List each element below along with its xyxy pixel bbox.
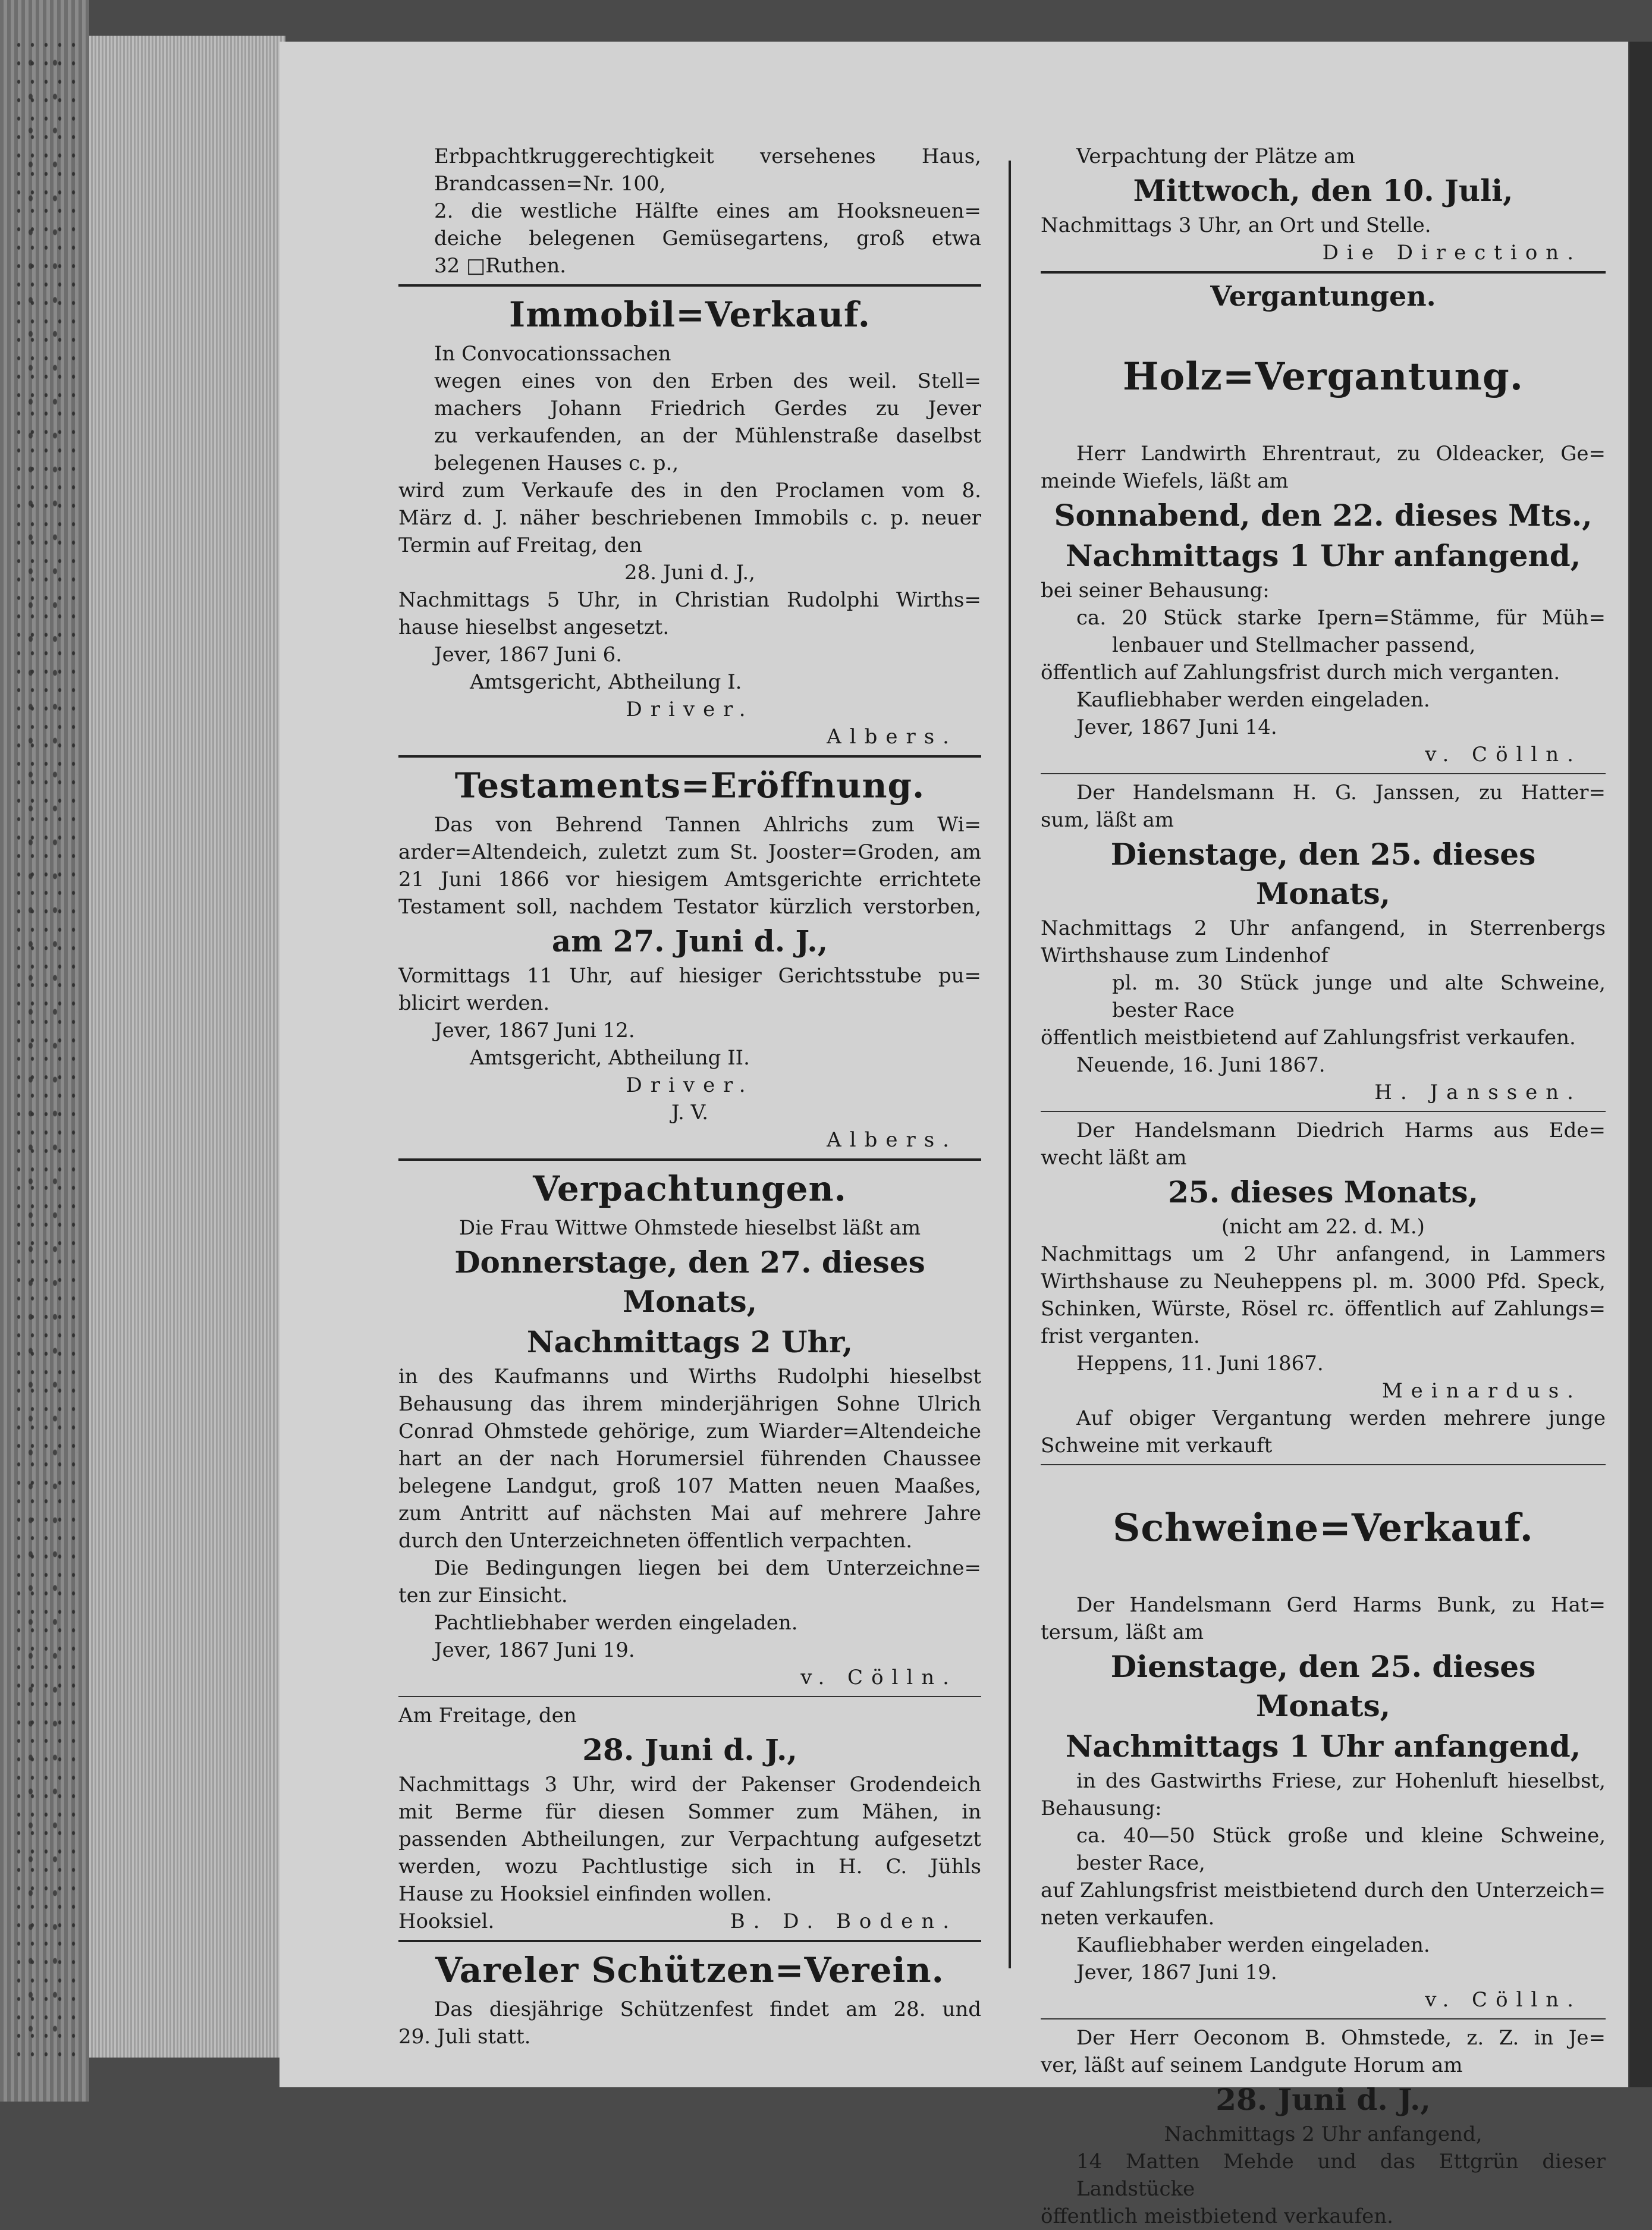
text-line: pl. m. 30 Stück junge und alte Schweine, — [1112, 971, 1606, 995]
text-line: sum, läßt am — [1041, 808, 1174, 832]
text-line: Nachmittags 3 Uhr, wird der Pakenser Grodendeich — [398, 1773, 981, 1796]
signature: v. Cölln. — [1425, 1988, 1582, 2012]
text-line: öffentlich meistbietend auf Zahlungsfrist verkaufen. — [1041, 1026, 1576, 1050]
signature: B. D. Boden. — [730, 1909, 957, 1933]
text-line: Die Frau Wittwe Ohmstede hieselbst läßt am — [458, 1216, 921, 1240]
text-line: zu verkaufenden, an der Mühlenstraße daselbst — [434, 424, 981, 448]
text-line: in des Gastwirths Friese, zur Hohenluft hieselbst, — [1076, 1769, 1606, 1793]
text-line: Behausung: — [1041, 1796, 1162, 1820]
place-date: Jever, 1867 Juni 19. — [1076, 1961, 1277, 1984]
text-line: belegenen Hauses c. p., — [434, 451, 679, 475]
place-date: Neuende, 16. Juni 1867. — [1076, 1053, 1326, 1077]
text-line: passenden Abtheilungen, zur Verpachtung aufgesetzt — [398, 1827, 981, 1851]
text-line: in des Kaufmanns und Wirths Rudolphi hieselbst — [398, 1365, 981, 1389]
notice-title: Schweine=Verkauf. — [1113, 1506, 1534, 1550]
section-rule — [1041, 271, 1606, 274]
section-rule — [398, 755, 981, 758]
text-line: neten verkaufen. — [1041, 1906, 1215, 1930]
page-stack — [89, 36, 285, 2058]
text-line: Behausung das ihrem minderjährigen Sohne Ulrich — [398, 1392, 981, 1416]
text-line: Der Handelsmann H. G. Janssen, zu Hatter= — [1076, 781, 1606, 805]
time-line: Nachmittags 1 Uhr anfangend, — [1065, 538, 1581, 573]
text-line: Der Handelsmann Diedrich Harms aus Ede= — [1076, 1119, 1606, 1142]
signature: Meinardus. — [1381, 1379, 1582, 1403]
section-rule — [398, 284, 981, 287]
date-line: 28. Juni d. J., — [1216, 2082, 1431, 2117]
text-line: Am Freitage, den — [398, 1704, 577, 1728]
janssen-notice — [1041, 779, 1606, 1106]
immobil-notice — [398, 291, 981, 750]
text-line: werden, wozu Pachtlustige sich in H. C. Jühls — [398, 1855, 981, 1879]
text-line: Der Herr Oeconom B. Ohmstede, z. Z. in Je= — [1076, 2026, 1606, 2050]
text-line: (nicht am 22. d. M.) — [1221, 1215, 1425, 1239]
court-name: Amtsgericht, Abtheilung II. — [470, 1046, 750, 1070]
text-line: Landstücke — [1076, 2177, 1195, 2201]
date-line: 28. Juni d. J., — [624, 561, 755, 585]
text-line: 29. Juli statt. — [398, 2025, 531, 2049]
place-date: Jever, 1867 Juni 12. — [434, 1019, 635, 1042]
section-rule — [1041, 1464, 1606, 1465]
section-rule — [398, 1696, 981, 1697]
court-name: Amtsgericht, Abtheilung I. — [470, 670, 742, 694]
date-line: Dienstage, den 25. dieses Monats, — [1110, 1649, 1536, 1723]
text-line: Nachmittags 2 Uhr anfangend, — [1164, 2122, 1483, 2146]
text-line: Die Bedingungen liegen bei dem Unterzeichne= — [434, 1556, 981, 1580]
section-rule — [398, 1158, 981, 1161]
text-line: ca. 20 Stück starke Ipern=Stämme, für Müh= — [1076, 606, 1606, 630]
notice-title: Verpachtungen. — [533, 1169, 847, 1209]
text-line: bester Race, — [1076, 1851, 1205, 1875]
text-line: bester Race — [1112, 998, 1235, 1022]
text-line: Nachmittags 3 Uhr, an Ort und Stelle. — [1041, 213, 1431, 237]
text-line: Das diesjährige Schützenfest findet am 28. und — [434, 1997, 981, 2021]
text-line: durch den Unterzeichneten öffentlich verpachten. — [398, 1529, 913, 1553]
text-line: 32 □Ruthen. — [434, 254, 567, 278]
text-line: Das von Behrend Tannen Ahlrichs zum Wi= — [434, 813, 981, 837]
ohmstede-notice — [1041, 2024, 1606, 2230]
text-line: zum Antritt auf nächsten Mai auf mehrere Jahre — [398, 1502, 981, 1525]
holz-vergantung-notice — [1041, 278, 1606, 768]
plaetze-notice — [1041, 143, 1606, 266]
right-column — [1041, 143, 1606, 2230]
text-line: Verpachtung der Plätze am — [1076, 145, 1355, 168]
text-line: Schweine mit verkauft — [1041, 1434, 1273, 1458]
place-date: Heppens, 11. Juni 1867. — [1076, 1352, 1324, 1375]
text-line: Nachmittags 2 Uhr anfangend, in Sterrenbergs — [1041, 916, 1606, 940]
signature: v. Cölln. — [800, 1666, 957, 1689]
text-line: Brandcassen=Nr. 100, — [434, 172, 666, 196]
text-line: mit Berme für diesen Sommer zum Mähen, in — [398, 1800, 981, 1824]
marbled-edge — [12, 36, 77, 2058]
place-date: Jever, 1867 Juni 14. — [1076, 715, 1277, 739]
text-line: lenbauer und Stellmacher passend, — [1112, 633, 1476, 657]
signature: Driver. — [626, 1073, 754, 1097]
text-line: Hause zu Hooksiel einfinden wollen. — [398, 1882, 772, 1906]
text-line: Nachmittags 5 Uhr, in Christian Rudolphi Wirths= — [398, 588, 981, 612]
text-line: bei seiner Behausung: — [1041, 579, 1270, 602]
text-line: ver, läßt auf seinem Landgute Horum am — [1041, 2053, 1463, 2077]
section-heading: Vergantungen. — [1210, 280, 1436, 312]
text-line: Vormittags 11 Uhr, auf hiesiger Gerichtsstube pu= — [398, 964, 981, 988]
schuetzen-notice — [398, 1947, 981, 2050]
text-line: In Convocationssachen — [434, 342, 671, 366]
text-line: Kaufliebhaber werden eingeladen. — [1076, 688, 1430, 712]
notice-title: Vareler Schützen=Verein. — [435, 1950, 944, 1990]
date-line: 25. dieses Monats, — [1168, 1174, 1478, 1210]
text-line: März d. J. näher beschriebenen Immobils c. p. neuer — [398, 506, 981, 530]
text-line: Conrad Ohmstede gehörige, zum Wiarder=Altendeiche — [398, 1419, 981, 1443]
text-line: 2. die westliche Hälfte eines am Hooksneuen= — [434, 199, 981, 223]
text-line: 21 Juni 1866 vor hiesigem Amtsgerichte errichtete — [398, 868, 981, 891]
text-line: öffentlich auf Zahlungsfrist durch mich verganten. — [1041, 661, 1560, 684]
date-line: am 27. Juni d. J., — [551, 924, 828, 959]
page-shadow — [1629, 42, 1652, 2087]
text-line: Schinken, Würste, Rösel rc. öffentlich auf Zahlungs= — [1041, 1297, 1606, 1321]
testament-notice — [398, 762, 981, 1154]
text-line: machers Johann Friedrich Gerdes zu Jever — [434, 397, 981, 420]
signature: Albers. — [827, 725, 957, 749]
text-line: Testament soll, nachdem Testator kürzlich verstorben, — [398, 895, 981, 919]
text-line: wegen eines von den Erben des weil. Stell= — [434, 369, 981, 393]
left-column — [398, 143, 981, 2050]
text-line: deiche belegenen Gemüsegartens, groß etwa — [434, 227, 981, 250]
date-line: Donnerstage, den 27. dieses Monats, — [454, 1245, 925, 1319]
place-name: Hooksiel. — [398, 1909, 495, 1933]
text-line: wecht läßt am — [1041, 1146, 1187, 1170]
text-line: Erbpachtkruggerechtigkeit versehenes Haus, — [434, 145, 981, 168]
time-line: Nachmittags 2 Uhr, — [526, 1324, 853, 1359]
notice-title: Holz=Vergantung. — [1122, 354, 1524, 399]
place-date: Jever, 1867 Juni 6. — [434, 643, 623, 667]
signature: Albers. — [827, 1128, 957, 1152]
text-line: meinde Wiefels, läßt am — [1041, 469, 1289, 493]
text-line: Auf obiger Vergantung werden mehrere junge — [1076, 1406, 1606, 1430]
text-line: Pachtliebhaber werden eingeladen. — [434, 1611, 798, 1635]
column-divider — [1009, 161, 1011, 1968]
harms-notice — [1041, 1117, 1606, 1459]
text-line: wird zum Verkaufe des in den Proclamen vom 8. — [398, 479, 981, 502]
signature: J. V. — [671, 1101, 709, 1125]
text-line: Wirthshause zum Lindenhof — [1041, 944, 1328, 968]
section-rule — [1041, 2018, 1606, 2019]
notice-title: Testaments=Eröffnung. — [454, 765, 925, 806]
text-line: Termin auf Freitag, den — [398, 533, 642, 557]
date-line: Sonnabend, den 22. dieses Mts., — [1054, 498, 1593, 533]
text-line: Kaufliebhaber werden eingeladen. — [1076, 1933, 1430, 1957]
text-line: Nachmittags um 2 Uhr anfangend, in Lammers — [1041, 1242, 1606, 1266]
place-date: Jever, 1867 Juni 19. — [434, 1638, 635, 1662]
schweine-notice — [1041, 1503, 1606, 2014]
text-line: 14 Matten Mehde und das Ettgrün dieser — [1076, 2150, 1606, 2174]
text-line: auf Zahlungsfrist meistbietend durch den Unterzeich= — [1041, 1879, 1606, 1902]
signature-row — [398, 1908, 981, 1935]
text-line: Der Handelsmann Gerd Harms Bunk, zu Hat= — [1076, 1593, 1606, 1617]
text-line: frist verganten. — [1041, 1324, 1200, 1348]
notice-title: Immobil=Verkauf. — [509, 294, 871, 335]
date-line: Mittwoch, den 10. Juli, — [1133, 173, 1513, 208]
text-line: ten zur Einsicht. — [398, 1584, 568, 1607]
text-line: ca. 40—50 Stück große und kleine Schweine, — [1076, 1824, 1606, 1848]
signature: Die Direction. — [1322, 241, 1582, 265]
text-line: blicirt werden. — [398, 991, 550, 1015]
section-rule — [398, 1940, 981, 1942]
date-line: 28. Juni d. J., — [582, 1732, 797, 1767]
text-line: belegene Landgut, groß 107 Matten neuen Maaßes, — [398, 1474, 981, 1498]
time-line: Nachmittags 1 Uhr anfangend, — [1065, 1729, 1581, 1764]
text-line: Wirthshause zu Neuheppens pl. m. 3000 Pfd. Speck, — [1041, 1270, 1606, 1293]
signature: v. Cölln. — [1425, 743, 1582, 767]
verpachtungen-notice — [398, 1166, 981, 1691]
text-line: hause hieselbst angesetzt. — [398, 615, 670, 639]
section-rule — [1041, 773, 1606, 774]
text-line: Herr Landwirth Ehrentraut, zu Oldeacker, Ge= — [1076, 442, 1606, 466]
grodendeich-notice — [398, 1702, 981, 1935]
signature: Driver. — [626, 698, 754, 721]
text-line: tersum, läßt am — [1041, 1620, 1204, 1644]
date-line: Dienstage, den 25. dieses Monats, — [1110, 837, 1536, 911]
signature: H. Janssen. — [1374, 1081, 1582, 1104]
text-line: hart an der nach Horumersiel führenden Chaussee — [398, 1447, 981, 1471]
text-line: arder=Altendeich, zuletzt zum St. Jooster=Groden, am — [398, 840, 981, 864]
section-rule — [1041, 1111, 1606, 1112]
text-line: öffentlich meistbietend verkaufen. — [1041, 2204, 1393, 2228]
